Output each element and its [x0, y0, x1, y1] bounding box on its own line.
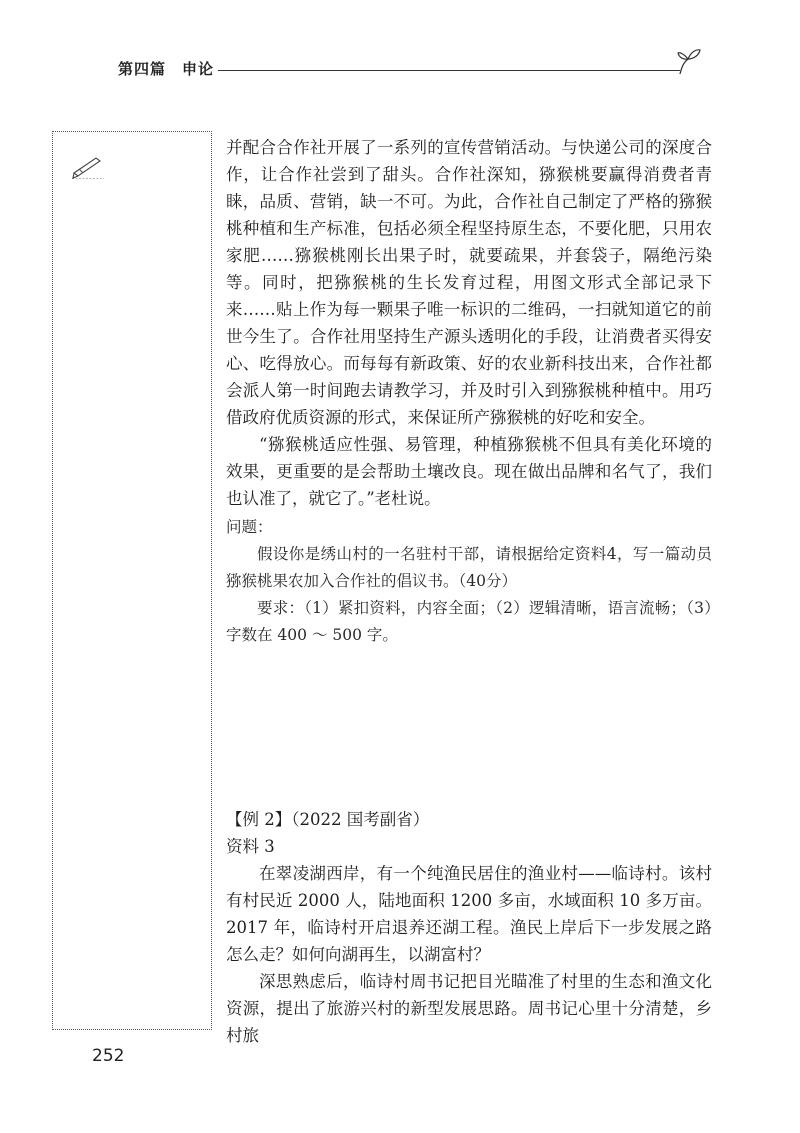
passage-paragraph-1: 并配合合作社开展了一系列的宣传营销活动。与快递公司的深度合作，让合作社尝到了甜头。合作社深知，猕猴桃要赢得消费者青睐，品质、营销，缺一不可。为此，合作社自己制定了严格的猕猴桃种植和生产标准，包括必须全程坚持原生态，不要化肥，只用农家肥……猕猴桃刚长出果子时，就要疏果，并套袋子，隔绝污染等。同时，把猕猴桃的生长发育过程，用图文形式全部记录下来……贴上作为每一颗果子唯一标识的二维码，一扫就知道它的前世今生了。合作社用坚持生产源头透明化的手段，让消费者买得安心、吃得放心。而每每有新政策、好的农业新科技出来，合作社都会派人第一时间跑去请教学习，并及时引入到猕猴桃种植中。用巧借政府优质资源的形式，来保证所产猕猴桃的好吃和安全。 [226, 138, 712, 427]
passage-column [226, 134, 712, 649]
material-label: 资料 3 [226, 837, 275, 856]
example-heading: 【例 2】（2022 国考副省） [226, 810, 430, 829]
pen-icon [70, 153, 106, 179]
example-2-block [226, 806, 712, 1049]
notes-margin-box [52, 131, 212, 1030]
sprout-icon [676, 46, 702, 76]
passage-paragraph-2: “猕猴桃适应性强、易管理，种植猕猴桃不但具有美化环境的效果，更重要的是会帮助土壤改良。现在做出品牌和名气了，我们也认准了，就它了。”老杜说。 [226, 435, 712, 508]
section-label: 第四篇 申论 [118, 60, 215, 78]
example-paragraph-1: 在翠凌湖西岸，有一个纯渔民居住的渔业村——临诗村。该村有村民近 2000 人，陆地面积 1200 多亩，水域面积 10 多万亩。2017 年，临诗村开启退养还湖工程。渔民上岸后下一步发展之路怎么走？如何向湖再生，以湖富村？ [226, 864, 712, 964]
example-paragraph-2: 深思熟虑后，临诗村周书记把目光瞄准了村里的生态和渔文化资源，提出了旅游兴村的新型发展思路。周书记心里十分清楚，乡村旅 [226, 972, 712, 1045]
page-number: 252 [92, 1046, 125, 1066]
question-label: 问题： [226, 518, 273, 536]
requirements-text: 要求：（1）紧扣资料，内容全面；（2）逻辑清晰，语言流畅；（3）字数在 400 ～ 500 字。 [226, 599, 712, 644]
question-text: 假设你是绣山村的一名驻村干部，请根据给定资料4，写一篇动员猕猴桃果农加入合作社的倡议书。（40分） [226, 545, 712, 590]
header-rule [218, 70, 680, 71]
